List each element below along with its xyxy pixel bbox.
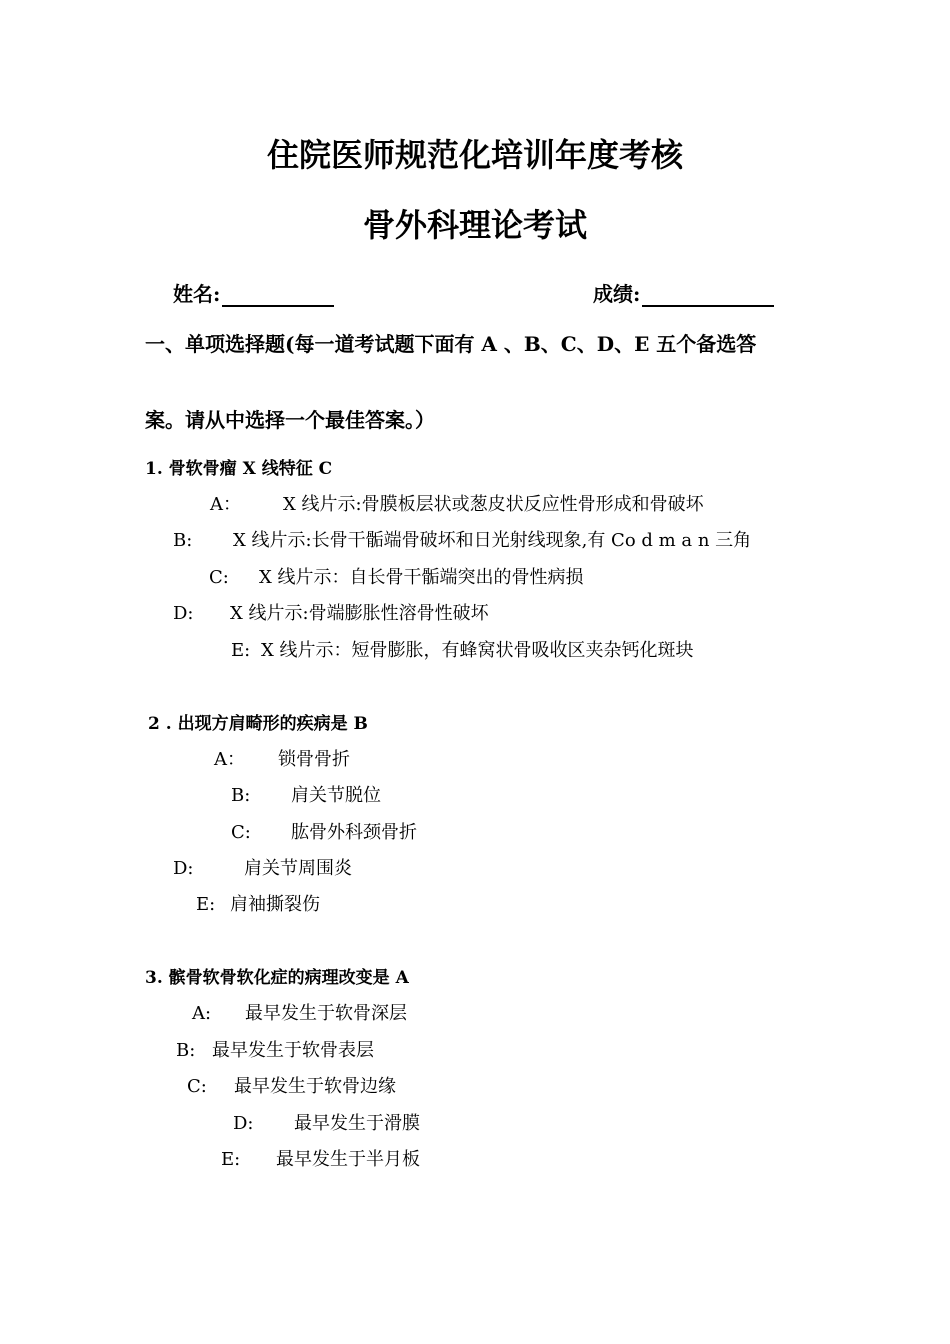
- option-text: 最早发生于半月板: [276, 1149, 420, 1170]
- option-text: X 线片示:长骨干骺端骨破坏和日光射线现象,有 Co d m a n 三角: [233, 530, 752, 551]
- question-3-option-e: [221, 1145, 420, 1171]
- question-1-option-e: [231, 636, 694, 662]
- option-text: 最早发生于软骨边缘: [234, 1076, 396, 1097]
- name-field: [173, 278, 334, 307]
- question-1-title: 1. 骨软骨瘤 X 线特征 C: [145, 459, 333, 479]
- option-text: 肩关节周围炎: [244, 858, 352, 879]
- question-1-option-d: [173, 599, 489, 625]
- option-label: D:: [233, 1113, 254, 1134]
- option-text: 肩关节脱位: [291, 785, 381, 806]
- option-label: B:: [173, 530, 193, 551]
- name-blank: [222, 283, 334, 307]
- score-blank: [642, 283, 774, 307]
- option-text: X 线片示:骨膜板层状或葱皮状反应性骨形成和骨破坏: [283, 494, 704, 515]
- question-2-title: 2 . 出现方肩畸形的疾病是 B: [148, 714, 368, 734]
- option-label: B:: [176, 1040, 196, 1061]
- page-title: 住院医师规范化培训年度考核: [266, 136, 683, 174]
- score-label: 成绩:: [593, 282, 641, 306]
- option-text: 肩袖撕裂伤: [230, 894, 320, 915]
- option-label: C:: [209, 567, 229, 588]
- option-label: C:: [231, 822, 251, 843]
- question-1-option-b: [173, 526, 751, 552]
- option-text: X 线片示：短骨膨胀，有蜂窝状骨吸收区夹杂钙化斑块: [261, 640, 694, 661]
- option-text: 最早发生于软骨深层: [245, 1003, 407, 1024]
- question-2-option-d: [173, 854, 352, 880]
- option-label: D:: [173, 858, 194, 879]
- section-heading-line2: 案。请从中选择一个最佳答案。）: [145, 408, 435, 432]
- option-text: 锁骨骨折: [278, 749, 350, 770]
- option-text: X 线片示：自长骨干骺端突出的骨性病损: [259, 567, 584, 588]
- option-label: E:: [231, 640, 251, 661]
- option-label: A：: [210, 494, 241, 515]
- name-label: 姓名:: [173, 282, 221, 306]
- option-text: 最早发生于软骨表层: [212, 1040, 374, 1061]
- option-label: A：: [214, 749, 245, 770]
- option-text: 最早发生于滑膜: [294, 1113, 420, 1134]
- option-text: X 线片示:骨端膨胀性溶骨性破坏: [230, 603, 489, 624]
- question-2-option-b: [231, 781, 381, 807]
- option-label: D:: [173, 603, 194, 624]
- question-1-option-a: [210, 490, 704, 516]
- option-label: E:: [196, 894, 216, 915]
- question-3-option-c: [187, 1072, 396, 1098]
- question-3-option-d: [233, 1109, 420, 1135]
- question-3-option-b: [176, 1036, 374, 1062]
- section-heading-line1: 一、单项选择题(每一道考试题下面有 A 、B、C、D、E 五个备选答: [145, 332, 757, 356]
- question-3-option-a: [192, 999, 407, 1025]
- option-label: B:: [231, 785, 251, 806]
- question-2-option-c: [231, 818, 417, 844]
- option-label: A:: [192, 1003, 212, 1024]
- option-text: 肱骨外科颈骨折: [291, 822, 417, 843]
- question-2-option-e: [196, 890, 320, 916]
- question-3-title: 3. 髌骨软骨软化症的病理改变是 A: [145, 968, 409, 988]
- score-field: [593, 278, 774, 307]
- option-label: C:: [187, 1076, 207, 1097]
- question-2-option-a: [214, 745, 350, 771]
- question-1-option-c: [209, 563, 584, 589]
- option-label: E:: [221, 1149, 241, 1170]
- page-subtitle: 骨外科理论考试: [362, 206, 587, 244]
